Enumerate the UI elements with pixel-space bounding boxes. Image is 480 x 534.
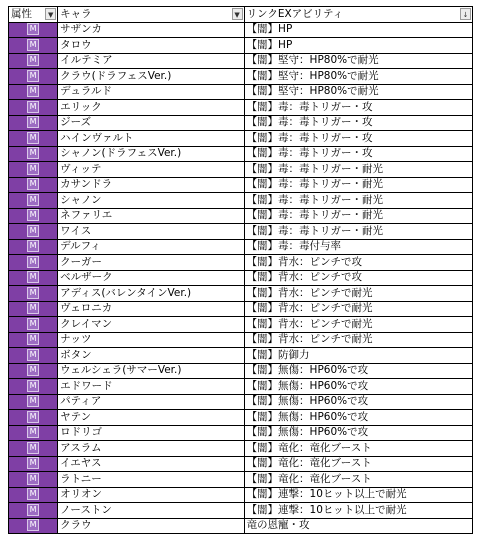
ability-cell[interactable]: 【闇】無傷：HP60%で攻 [244, 379, 472, 395]
character-name-cell[interactable]: ロドリゴ [58, 425, 244, 441]
attribute-cell[interactable] [9, 317, 58, 333]
dark-element-icon: M [27, 256, 39, 268]
character-name-cell[interactable]: イエヤス [58, 456, 244, 472]
character-name-cell[interactable]: エリック [58, 100, 244, 116]
dark-element-icon: M [27, 225, 39, 237]
attribute-cell[interactable] [9, 441, 58, 457]
dark-element-icon: M [27, 488, 39, 500]
ability-cell[interactable]: 【闇】背水：ピンチで攻 [244, 255, 472, 271]
character-name-cell[interactable]: デルフィ [58, 239, 244, 255]
attribute-cell[interactable] [9, 177, 58, 193]
ability-cell[interactable]: 【闇】竜化：竜化ブースト [244, 472, 472, 488]
header-character-label: キャラ [60, 7, 92, 20]
table-row [9, 115, 473, 131]
dark-element-icon: M [27, 504, 39, 516]
table-row [9, 425, 473, 441]
attribute-cell[interactable] [9, 146, 58, 162]
dark-element-icon: M [27, 457, 39, 469]
attribute-cell[interactable] [9, 363, 58, 379]
table-row [9, 332, 473, 348]
attribute-cell[interactable] [9, 69, 58, 85]
character-name-cell[interactable]: アディス(バレンタインVer.) [58, 286, 244, 302]
table-row [9, 503, 473, 519]
ability-cell[interactable]: 竜の恩寵・攻 [244, 518, 472, 534]
table-row [9, 84, 473, 100]
ability-cell[interactable]: 【闇】無傷：HP60%で攻 [244, 410, 472, 426]
table-row [9, 131, 473, 147]
ability-cell[interactable]: 【闇】毒：毒トリガー・耐光 [244, 162, 472, 178]
dropdown-arrow-icon[interactable]: ▼ [232, 8, 243, 20]
attribute-cell[interactable] [9, 224, 58, 240]
ability-cell[interactable]: 【闇】毒：毒トリガー・攻 [244, 115, 472, 131]
table-row [9, 177, 473, 193]
dark-element-icon: M [27, 39, 39, 51]
dark-element-icon: M [27, 318, 39, 330]
table-row [9, 193, 473, 209]
ability-cell[interactable]: 【闇】毒：毒付与率 [244, 239, 472, 255]
table-row [9, 224, 473, 240]
character-name-cell[interactable]: ヤテン [58, 410, 244, 426]
attribute-cell[interactable] [9, 53, 58, 69]
ability-cell[interactable]: 【闇】連撃：10ヒット以上で耐光 [244, 503, 472, 519]
ability-cell[interactable]: 【闇】背水：ピンチで耐光 [244, 286, 472, 302]
character-name-cell[interactable]: カサンドラ [58, 177, 244, 193]
character-name-cell[interactable]: シャノン [58, 193, 244, 209]
dark-element-icon: M [27, 380, 39, 392]
character-name-cell[interactable]: ヴェロニカ [58, 301, 244, 317]
dark-element-icon: M [27, 54, 39, 66]
character-name-cell[interactable]: ウェルシェラ(サマーVer.) [58, 363, 244, 379]
ability-cell[interactable]: 【闇】無傷：HP60%で攻 [244, 363, 472, 379]
ability-cell[interactable]: 【闇】毒：毒トリガー・攻 [244, 100, 472, 116]
table-row [9, 162, 473, 178]
character-name-cell[interactable]: アスラム [58, 441, 244, 457]
dark-element-icon: M [27, 163, 39, 175]
character-name-cell[interactable]: ヴィッテ [58, 162, 244, 178]
dark-element-icon: M [27, 70, 39, 82]
table-row [9, 146, 473, 162]
attribute-cell[interactable] [9, 379, 58, 395]
attribute-cell[interactable] [9, 410, 58, 426]
dark-element-icon: M [27, 178, 39, 190]
ability-cell[interactable]: 【闇】背水：ピンチで耐光 [244, 301, 472, 317]
attribute-cell[interactable] [9, 115, 58, 131]
ability-cell[interactable]: 【闇】背水：ピンチで耐光 [244, 332, 472, 348]
attribute-cell[interactable] [9, 332, 58, 348]
header-ability[interactable] [244, 7, 472, 23]
table-row [9, 38, 473, 54]
table-row [9, 208, 473, 224]
character-name-cell[interactable]: ネファリエ [58, 208, 244, 224]
dark-element-icon: M [27, 302, 39, 314]
table-row [9, 348, 473, 364]
dark-element-icon: M [27, 132, 39, 144]
character-name-cell[interactable]: クラウ(ドラフェスVer.) [58, 69, 244, 85]
dark-element-icon: M [27, 85, 39, 97]
ability-cell[interactable]: 【闇】堅守：HP80%で耐光 [244, 53, 472, 69]
ability-cell[interactable]: 【闇】HP [244, 38, 472, 54]
attribute-cell[interactable] [9, 472, 58, 488]
character-name-cell[interactable]: イルテミア [58, 53, 244, 69]
character-name-cell[interactable]: ハインヴァルト [58, 131, 244, 147]
character-name-cell[interactable]: ジーズ [58, 115, 244, 131]
dark-element-icon: M [27, 364, 39, 376]
character-name-cell[interactable]: エドワード [58, 379, 244, 395]
ability-cell[interactable]: 【闇】防御力 [244, 348, 472, 364]
attribute-cell[interactable] [9, 286, 58, 302]
ability-cell[interactable]: 【闇】毒：毒トリガー・耐光 [244, 224, 472, 240]
attribute-cell[interactable] [9, 425, 58, 441]
table-row [9, 363, 473, 379]
character-name-cell[interactable]: サザンカ [58, 22, 244, 38]
character-name-cell[interactable]: デュラルド [58, 84, 244, 100]
table-row [9, 441, 473, 457]
dark-element-icon: M [27, 349, 39, 361]
ability-cell[interactable]: 【闇】毒：毒トリガー・耐光 [244, 208, 472, 224]
table-row [9, 53, 473, 69]
attribute-cell[interactable] [9, 239, 58, 255]
attribute-cell[interactable] [9, 162, 58, 178]
table-row [9, 286, 473, 302]
attribute-cell[interactable] [9, 456, 58, 472]
table-row [9, 301, 473, 317]
dark-element-icon: M [27, 333, 39, 345]
table-row [9, 317, 473, 333]
attribute-cell[interactable] [9, 301, 58, 317]
attribute-cell[interactable] [9, 131, 58, 147]
ability-cell[interactable]: 【闇】無傷：HP60%で攻 [244, 425, 472, 441]
attribute-cell[interactable] [9, 503, 58, 519]
header-row [9, 7, 473, 23]
attribute-cell[interactable] [9, 518, 58, 534]
character-name-cell[interactable]: タロウ [58, 38, 244, 54]
attribute-cell[interactable] [9, 38, 58, 54]
dark-element-icon: M [27, 271, 39, 283]
ability-cell[interactable]: 【闇】毒：毒トリガー・攻 [244, 146, 472, 162]
dark-element-icon: M [27, 194, 39, 206]
header-character[interactable] [58, 7, 244, 23]
table-row [9, 22, 473, 38]
table-row [9, 518, 473, 534]
ability-cell[interactable]: 【闇】連撃：10ヒット以上で耐光 [244, 487, 472, 503]
dark-element-icon: M [27, 395, 39, 407]
character-name-cell[interactable]: クラウ [58, 518, 244, 534]
table-row [9, 239, 473, 255]
table-row [9, 410, 473, 426]
header-attribute-label: 属性 [11, 7, 32, 20]
ability-cell[interactable]: 【闇】竜化：竜化ブースト [244, 441, 472, 457]
ability-cell[interactable]: 【闇】背水：ピンチで耐光 [244, 317, 472, 333]
attribute-cell[interactable] [9, 208, 58, 224]
dark-element-icon: M [27, 426, 39, 438]
character-name-cell[interactable]: オリオン [58, 487, 244, 503]
dark-element-icon: M [27, 147, 39, 159]
dark-element-icon: M [27, 411, 39, 423]
dark-element-icon: M [27, 23, 39, 35]
ability-cell[interactable]: 【闇】無傷：HP60%で攻 [244, 394, 472, 410]
character-name-cell[interactable]: ノーストン [58, 503, 244, 519]
attribute-cell[interactable] [9, 100, 58, 116]
character-name-cell[interactable]: パティア [58, 394, 244, 410]
table-row [9, 379, 473, 395]
sort-icon[interactable]: ↓ [460, 8, 471, 20]
dark-element-icon: M [27, 442, 39, 454]
dark-element-icon: M [27, 473, 39, 485]
character-name-cell[interactable]: シャノン(ドラフェスVer.) [58, 146, 244, 162]
ability-cell[interactable]: 【闇】毒：毒トリガー・攻 [244, 131, 472, 147]
table-row [9, 69, 473, 85]
table-row [9, 472, 473, 488]
attribute-cell[interactable] [9, 270, 58, 286]
header-ability-label: リンクEXアビリティ [246, 7, 344, 20]
table-row [9, 487, 473, 503]
ability-cell[interactable]: 【闇】竜化：竜化ブースト [244, 456, 472, 472]
character-name-cell[interactable]: ボタン [58, 348, 244, 364]
ability-cell[interactable]: 【闇】毒：毒トリガー・耐光 [244, 177, 472, 193]
ability-cell[interactable]: 【闇】背水：ピンチで攻 [244, 270, 472, 286]
dark-element-icon: M [27, 240, 39, 252]
table-row [9, 270, 473, 286]
attribute-cell[interactable] [9, 348, 58, 364]
attribute-cell[interactable] [9, 22, 58, 38]
table-row [9, 456, 473, 472]
attribute-cell[interactable] [9, 84, 58, 100]
character-name-cell[interactable]: ベルザーク [58, 270, 244, 286]
ability-cell[interactable]: 【闇】堅守：HP80%で耐光 [244, 84, 472, 100]
ability-table [8, 6, 473, 534]
attribute-cell[interactable] [9, 394, 58, 410]
attribute-cell[interactable] [9, 487, 58, 503]
character-name-cell[interactable]: クーガー [58, 255, 244, 271]
table-row [9, 394, 473, 410]
filter-icon[interactable]: ▼ [45, 8, 56, 20]
dark-element-icon: M [27, 101, 39, 113]
dark-element-icon: M [27, 519, 39, 531]
attribute-cell[interactable] [9, 255, 58, 271]
character-name-cell[interactable]: ナッツ [58, 332, 244, 348]
character-name-cell[interactable]: ラトニー [58, 472, 244, 488]
dark-element-icon: M [27, 116, 39, 128]
dark-element-icon: M [27, 287, 39, 299]
attribute-cell[interactable] [9, 193, 58, 209]
ability-cell[interactable]: 【闇】HP [244, 22, 472, 38]
character-name-cell[interactable]: クレイマン [58, 317, 244, 333]
ability-cell[interactable]: 【闇】堅守：HP80%で耐光 [244, 69, 472, 85]
dark-element-icon: M [27, 209, 39, 221]
table-row [9, 255, 473, 271]
ability-cell[interactable]: 【闇】毒：毒トリガー・耐光 [244, 193, 472, 209]
header-attribute[interactable] [9, 7, 58, 23]
character-name-cell[interactable]: ワイス [58, 224, 244, 240]
table-row [9, 100, 473, 116]
